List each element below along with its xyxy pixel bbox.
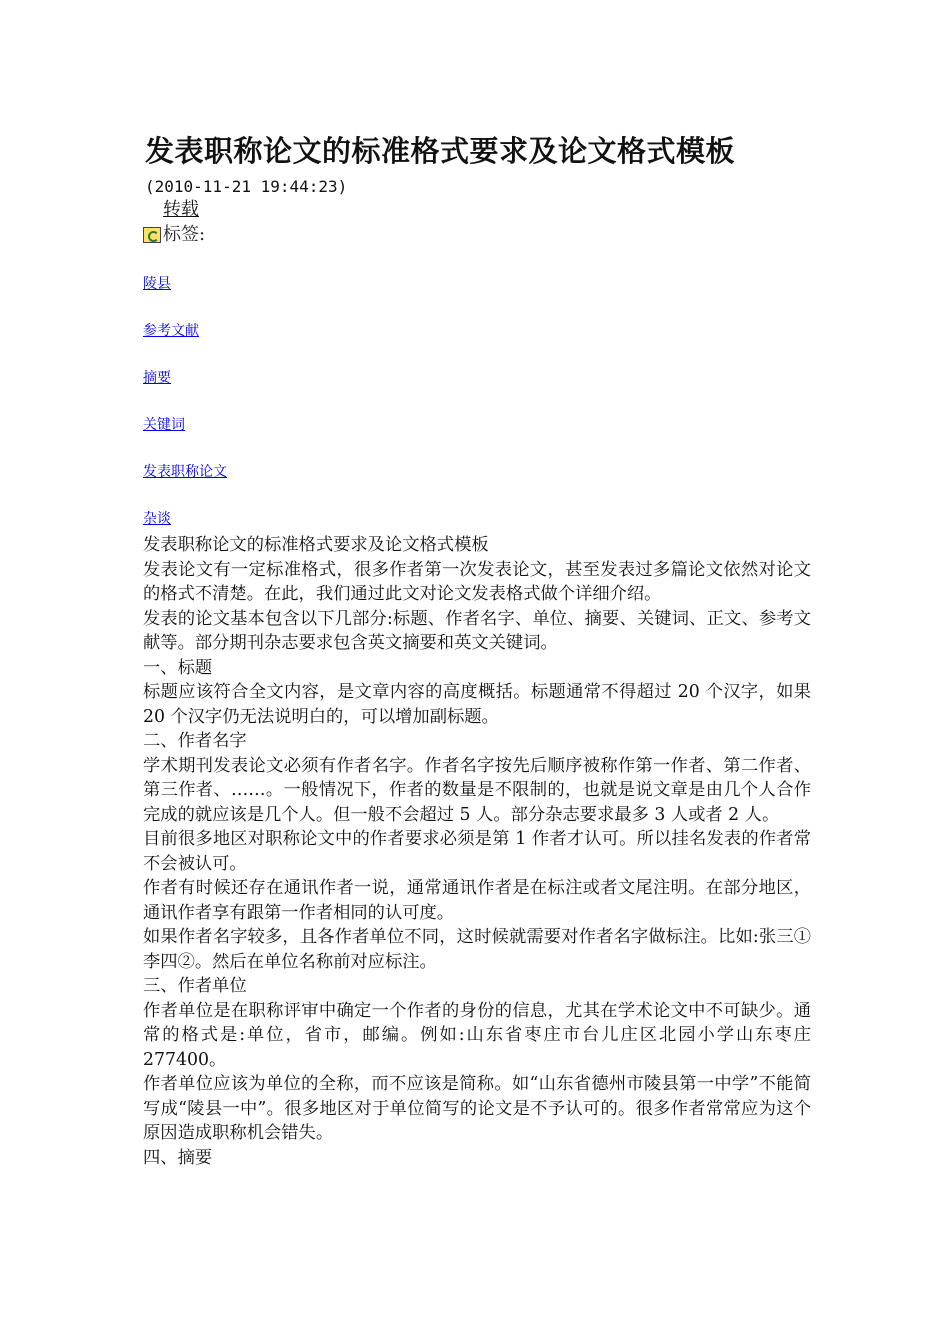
article-body [143,533,811,1170]
tags-label: 标签: [163,224,206,245]
tag-link[interactable]: 摘要 [143,370,171,386]
post-date: (2010-11-21 19:44:23) [145,177,348,196]
section-heading: 二、作者名字 [143,731,247,751]
section-heading: 一、标题 [143,657,213,678]
body-paragraph: 学术期刊发表论文必须有作者名字。作者名字按先后顺序被称作第一作者、第二作者、第三作者、……。一般情况下，作者的数量是不限制的，也就是说文章是由几个人合作完成的就应该是几个人。但一般不会超过 5 人。部分杂志要求最多 3 人或者 2 人。 [143,755,811,825]
tag-icon [143,227,161,243]
tag-list [143,274,227,556]
tag-link[interactable]: 发表职称论文 [143,464,227,480]
body-paragraph: 发表职称论文的标准格式要求及论文格式模板 [143,535,489,555]
section-heading: 三、作者单位 [143,976,247,996]
tags-header [143,223,205,247]
body-paragraph: 标题应该符合全文内容，是文章内容的高度概括。标题通常不得超过 20 个汉字，如果 20 个汉字仍无法说明白的，可以增加副标题。 [143,682,811,727]
body-paragraph: 发表论文有一定标准格式，很多作者第一次发表论文，甚至发表过多篇论文依然对论文的格式不清楚。在此，我们通过此文对论文发表格式做个详细介绍。 [143,559,811,604]
body-paragraph: 作者单位应该为单位的全称，而不应该是简称。如“山东省德州市陵县第一中学”不能简写成“陵县一中”。很多地区对于单位简写的论文是不予认可的。很多作者常常应为这个原因造成职称机会错失。 [143,1074,811,1143]
tag-link[interactable]: 参考文献 [143,323,199,339]
body-paragraph: 如果作者名字较多，且各作者单位不同，这时候就需要对作者名字做标注。比如:张三① 李四②。然后在单位名称前对应标注。 [143,927,811,972]
repost-link[interactable]: 转载 [163,199,199,220]
body-paragraph: 发表的论文基本包含以下几部分:标题、作者名字、单位、摘要、关键词、正文、参考文献等。部分期刊杂志要求包含英文摘要和英文关键词。 [143,608,811,653]
body-paragraph: 目前很多地区对职称论文中的作者要求必须是第 1 作者才认可。所以挂名发表的作者常不会被认可。 [143,829,811,874]
article-title: 发表职称论文的标准格式要求及论文格式模板 [145,134,736,168]
tag-link[interactable]: 关键词 [143,417,185,433]
tag-link[interactable]: 陵县 [143,276,171,292]
body-paragraph: 作者单位是在职称评审中确定一个作者的身份的信息，尤其在学术论文中不可缺少。通常的格式是:单位，省市，邮编。例如:山东省枣庄市台儿庄区北园小学山东枣庄 277400。 [143,1000,811,1070]
body-paragraph: 作者有时候还存在通讯作者一说，通常通讯作者是在标注或者文尾注明。在部分地区，通讯作者享有跟第一作者相同的认可度。 [143,878,811,923]
tag-link[interactable]: 杂谈 [143,511,171,527]
section-heading: 四、摘要 [143,1147,213,1168]
